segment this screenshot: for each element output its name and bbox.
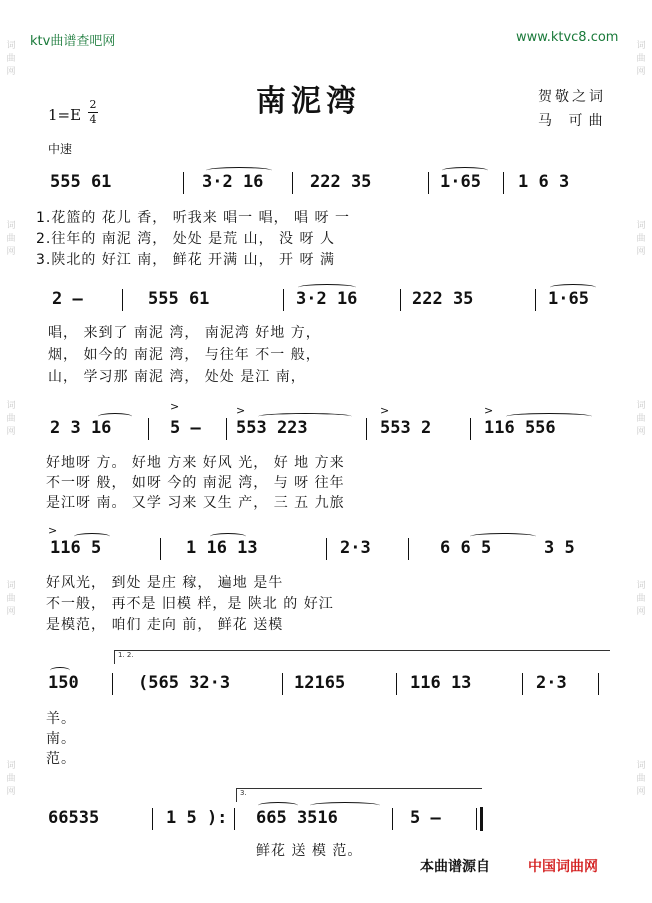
measure: 2·3 [340,538,371,558]
watermark-right [634,580,648,619]
slur [506,413,592,420]
volta-label: 3. [240,789,247,797]
bar-line [408,538,409,560]
watermark-text: 词曲网 [636,401,646,437]
final-bar-line [480,807,483,831]
slur [310,802,380,809]
measure: 553 2 [380,418,432,438]
slur [74,533,110,540]
bar-line [152,808,153,830]
measure: 3 5 [544,538,575,558]
slur [550,284,596,291]
slur [258,802,298,809]
accent-mark: > [48,524,58,537]
slur [50,667,70,674]
meter-bottom: 4 [89,113,97,126]
watermark-right [634,40,648,79]
measure: 222 35 [412,289,474,309]
watermark-right [634,760,648,799]
measure: 3·2 16 [202,172,264,192]
lyric-line: 好风光， 到处 是庄 稼， 遍地 是牛 [46,575,284,591]
slur [206,167,272,174]
accent-mark: > [236,404,246,417]
lyric-line: 2.往年的 南泥 湾， 处处 是荒 山， 没 呀 人 [36,231,335,247]
measure: 66535 [48,808,100,828]
bar-line [112,673,113,695]
meter-top: 2 [89,98,97,111]
lyric-line: 是江呀 南。 又学 习来 又生 产， 三 五 九旅 [46,495,345,511]
watermark-text: 词曲网 [6,401,16,437]
watermark-right [634,220,648,259]
bar-line [598,673,599,695]
slur [298,284,356,291]
watermark-text: 词曲网 [636,221,646,257]
lyric-line: 好地呀 方。 好地 方来 好风 光， 好 地 方来 [46,455,345,471]
lyric-line: 3.陕北的 好江 南， 鲜花 开满 山， 开 呀 满 [36,252,335,268]
measure: 150 [48,673,79,693]
volta-bracket-end [114,650,115,664]
measure: (565 32·3 [138,673,231,693]
bar-line [503,172,504,194]
watermark-text: 词曲网 [636,41,646,77]
bar-line [226,418,227,440]
volta-bracket-end [236,788,237,802]
measure: 1·65 [440,172,481,192]
measure: 2 3 16 [50,418,112,438]
watermark-right [634,400,648,439]
bar-line [392,808,393,830]
watermark-left [4,400,18,439]
bar-line [292,172,293,194]
measure: 12165 [294,673,346,693]
song-title: 南泥湾 [256,84,361,119]
watermark-text: 词曲网 [6,761,16,797]
bar-line [183,172,184,194]
measure: 1 6 3 [518,172,570,192]
measure: 555 61 [148,289,210,309]
slur [442,167,488,174]
time-signature [88,99,98,126]
watermark-left [4,220,18,259]
measure: 1 5 ): [166,808,228,828]
bar-line [396,673,397,695]
measure: 5 — [170,418,201,438]
bar-line [282,673,283,695]
watermark-left [4,580,18,619]
lyric-line: 烟， 如今的 南泥 湾， 与往年 不一 般， [48,347,321,363]
lyric-line: 1.花篮的 花儿 香， 听我来 唱一 唱， 唱 呀 一 [36,210,350,226]
lyric-line: 羊。 [46,711,76,727]
lyric-line: 不一般， 再不是 旧模 样，是 陕北 的 好江 [46,596,334,612]
lyric-line: 南。 [46,731,76,747]
measure: 2 — [52,289,83,309]
bar-line [470,418,471,440]
measure: 116 5 [50,538,102,558]
site-name-link[interactable]: ktv曲谱查吧网 [30,34,116,49]
bar-line [366,418,367,440]
watermark-left [4,40,18,79]
lyric-line: 山， 学习那 南泥 湾， 处处 是江 南， [48,369,306,385]
watermark-text: 词曲网 [6,221,16,257]
bar-line [234,808,235,830]
watermark-text: 词曲网 [6,581,16,617]
measure: 555 61 [50,172,112,192]
measure: 116 13 [410,673,472,693]
bar-line [535,289,536,311]
volta-bracket [114,650,610,651]
bar-line [522,673,523,695]
composer-credit: 马 可曲 [538,113,609,129]
volta-label: 1. 2. [118,651,134,659]
tempo-marking: 中速 [48,142,73,156]
site-url-link[interactable]: www.ktvc8.com [516,30,619,45]
volta-bracket [236,788,482,789]
measure: 2·3 [536,673,567,693]
bar-line [428,172,429,194]
measure: 5 — [410,808,441,828]
bar-line [283,289,284,311]
lyric-line: 唱， 来到了 南泥 湾， 南泥湾 好地 方， [48,325,321,341]
lyric-line: 不一呀 般， 如呀 今的 南泥 湾， 与 呀 往年 [46,475,345,491]
slur [470,533,536,540]
lyricist-credit: 贺敬之词 [538,89,606,105]
slur [210,533,246,540]
measure: 3·2 16 [296,289,358,309]
watermark-text: 词曲网 [6,41,16,77]
key-signature: 1=E [48,106,82,124]
slur [258,413,352,420]
measure: 553 223 [236,418,308,438]
watermark-left [4,760,18,799]
measure: 116 556 [484,418,556,438]
measure: 1·65 [548,289,589,309]
source-name[interactable]: 中国词曲网 [528,859,598,875]
lyric-line: 范。 [46,751,76,767]
bar-line [476,808,477,830]
accent-mark: > [484,404,494,417]
measure: 1 16 13 [186,538,258,558]
watermark-text: 词曲网 [636,581,646,617]
accent-mark: > [380,404,390,417]
measure: 665 3516 [256,808,338,828]
watermark-text: 词曲网 [636,761,646,797]
bar-line [326,538,327,560]
measure: 222 35 [310,172,372,192]
lyric-line: 鲜花 送 模 范。 [256,843,363,859]
lyric-line: 是模范， 咱们 走向 前， 鲜花 送模 [46,617,284,633]
bar-line [148,418,149,440]
bar-line [160,538,161,560]
bar-line [400,289,401,311]
source-label: 本曲谱源自 [420,859,490,875]
slur [98,413,132,420]
bar-line [122,289,123,311]
measure: 6 6 5 [440,538,492,558]
accent-mark: > [170,400,180,413]
